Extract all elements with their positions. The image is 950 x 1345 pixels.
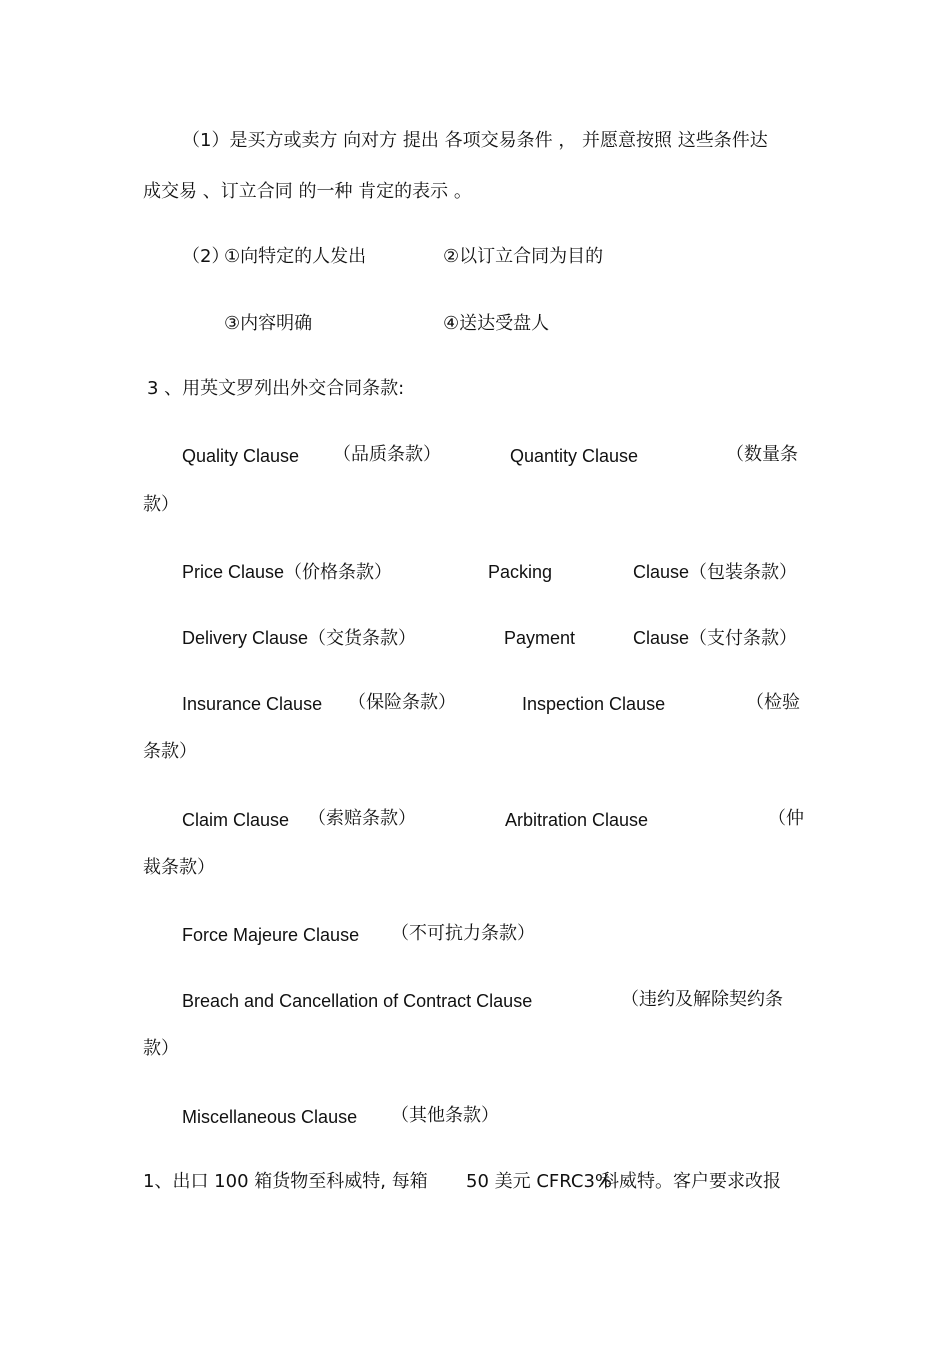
quality-clause-en: Quality Clause — [182, 446, 300, 466]
problem-1-text: 1、出口 100 箱货物至科威特, 每箱 — [143, 1171, 428, 1192]
payment-clause-rest: Clause（支付条款） — [633, 628, 798, 648]
breach-clause-zh-cont: 款） — [143, 1038, 179, 1059]
delivery-clause: Delivery Clause（交货条款） — [182, 628, 417, 648]
packing-clause-rest: Clause（包装条款） — [633, 562, 798, 582]
force-majeure-clause-en: Force Majeure Clause — [182, 925, 360, 945]
insurance-clause-zh: （保险条款） — [348, 692, 456, 713]
inspection-clause-en: Inspection Clause — [522, 694, 666, 714]
problem-1-text-cont: 科威特。客户要求改报 — [601, 1171, 781, 1192]
section-3-heading: 3 、用英文罗列出外交合同条款: — [147, 378, 405, 399]
payment-clause-en: Payment — [504, 628, 576, 648]
claim-clause-zh: （索赔条款） — [308, 808, 416, 829]
offer-feature-item: ③内容明确 — [224, 313, 313, 334]
offer-feature-item: ④送达受盘人 — [443, 313, 550, 334]
offer-features-label: （2） — [182, 246, 230, 267]
quality-clause-zh: （品质条款） — [333, 444, 441, 465]
force-majeure-clause-zh: （不可抗力条款） — [391, 923, 535, 944]
inspection-clause-zh-cont: 条款） — [143, 741, 197, 762]
miscellaneous-clause-zh: （其他条款） — [391, 1105, 499, 1126]
price-clause: Price Clause（价格条款） — [182, 562, 393, 582]
offer-definition-line-2: 成交易 、订立合同 的一种 肯定的表示 。 — [143, 181, 472, 202]
arbitration-clause-zh-cont: 裁条款） — [143, 857, 215, 878]
claim-clause-en: Claim Clause — [182, 810, 290, 830]
breach-clause-en: Breach and Cancellation of Contract Clause — [182, 991, 533, 1011]
breach-clause-zh: （违约及解除契约条 — [621, 989, 783, 1010]
offer-feature-item: ②以订立合同为目的 — [443, 246, 604, 267]
miscellaneous-clause-en: Miscellaneous Clause — [182, 1107, 358, 1127]
quantity-clause-zh: （数量条 — [726, 444, 798, 465]
inspection-clause-zh: （检验 — [746, 692, 800, 713]
offer-definition-line-1: （1）是买方或卖方 向对方 提出 各项交易条件 ， 并愿意按照 这些条件达 — [182, 130, 768, 151]
offer-feature-item: ①向特定的人发出 — [224, 246, 367, 267]
arbitration-clause-zh: （仲 — [768, 808, 804, 829]
arbitration-clause-en: Arbitration Clause — [505, 810, 649, 830]
quantity-clause-zh-cont: 款） — [143, 494, 179, 515]
insurance-clause-en: Insurance Clause — [182, 694, 323, 714]
problem-1-price: 50 美元 CFRC3% — [466, 1171, 613, 1192]
quantity-clause-en: Quantity Clause — [510, 446, 639, 466]
packing-clause-en: Packing — [488, 562, 553, 582]
